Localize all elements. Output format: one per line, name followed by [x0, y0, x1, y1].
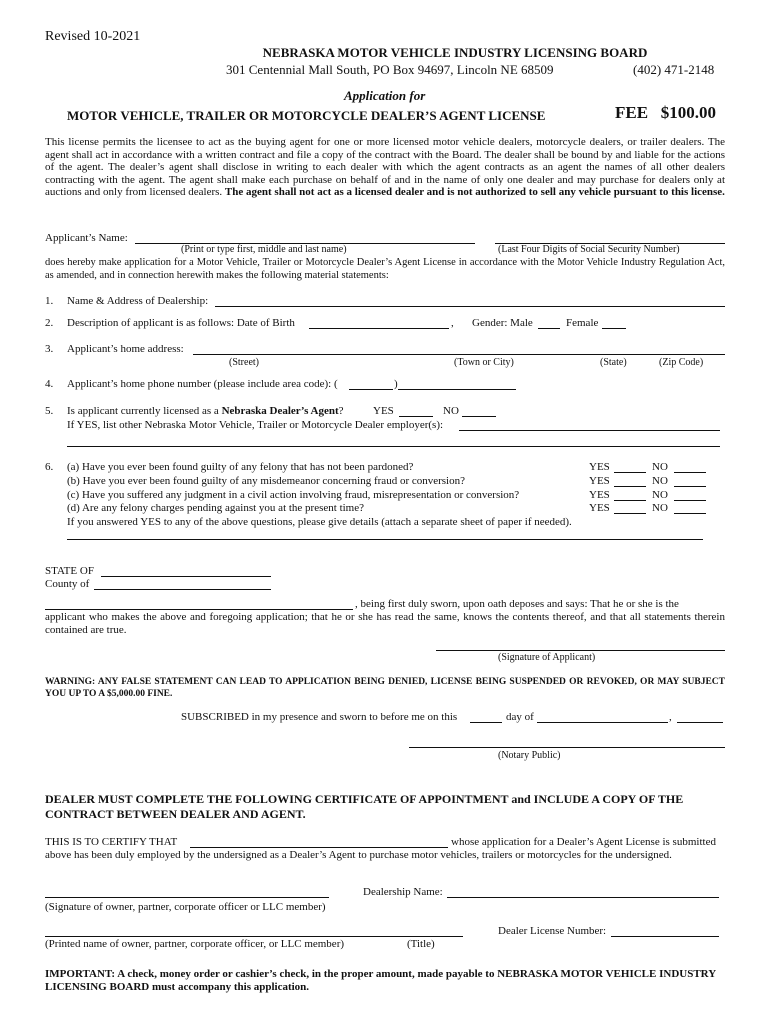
- sworn-comma: ,: [669, 711, 672, 723]
- q6c-yes-field[interactable]: [614, 500, 646, 501]
- q6c-no-field[interactable]: [674, 500, 706, 501]
- q6-item-a: (a) Have you ever been found guilty of any felony that has not been pardoned?: [67, 461, 414, 473]
- q6b-yes-field[interactable]: [614, 486, 646, 487]
- owner-printed-name-caption: (Printed name of owner, partner, corporate officer, or LLC member): [45, 938, 345, 950]
- q6-item-c: (c) Have you suffered any judgment in a civil action involving fraud, misrepresentation or conversion?: [67, 489, 520, 501]
- q2-label: Description of applicant is as follows: Date of Birth: [67, 317, 295, 329]
- board-name: NEBRASKA MOTOR VEHICLE INDUSTRY LICENSING BOARD: [262, 45, 648, 60]
- county-of-field[interactable]: [94, 589, 271, 590]
- home-address-field[interactable]: [193, 354, 725, 355]
- q3-label: Applicant’s home address:: [67, 343, 184, 355]
- other-employers-field[interactable]: [459, 430, 720, 431]
- q1-label: Name & Address of Dealership:: [67, 295, 209, 307]
- q5-label-post: ?: [338, 405, 344, 417]
- q6c-no-label: NO: [652, 489, 668, 501]
- dealer-license-label: Dealer License Number:: [498, 925, 607, 937]
- applicant-signature-field[interactable]: [436, 650, 725, 651]
- q6-number: 6.: [45, 461, 54, 473]
- zip-caption: (Zip Code): [659, 357, 704, 368]
- date-of-birth-field[interactable]: [309, 328, 449, 329]
- q5-label-bold: Nebraska Dealer’s Agent: [221, 405, 339, 417]
- area-code-field[interactable]: [349, 389, 393, 390]
- state-of-label: STATE OF: [45, 565, 94, 577]
- applicant-signature-caption: (Signature of Applicant): [498, 652, 596, 663]
- q6d-yes-field[interactable]: [614, 513, 646, 514]
- title-caption: (Title): [407, 938, 435, 950]
- q6a-yes-label: YES: [589, 461, 610, 473]
- sworn-text-1: , being first duly sworn, upon oath deposes and says: That he or she is the: [355, 598, 679, 610]
- subscribed-text: SUBSCRIBED in my presence and sworn to before me on this: [181, 711, 458, 723]
- gender-female-label: Female: [566, 317, 599, 329]
- q6d-no-label: NO: [652, 502, 668, 514]
- certify-text-2: above has been duly employed by the undersigned as a Dealer’s Agent to purchase motor vehicles, trailers or motorcycles for the undersigned.: [45, 849, 672, 861]
- q5-label-pre: Is applicant currently licensed as a: [67, 405, 222, 417]
- board-phone: (402) 471-2148: [633, 62, 715, 77]
- phone-number-field[interactable]: [398, 389, 516, 390]
- q6d-no-field[interactable]: [674, 513, 706, 514]
- notary-caption: (Notary Public): [498, 750, 561, 761]
- q6a-no-label: NO: [652, 461, 668, 473]
- state-caption: (State): [600, 357, 627, 368]
- dealership-name-label: Dealership Name:: [363, 886, 443, 898]
- q5-no-field[interactable]: [462, 416, 496, 417]
- certificate-heading: DEALER MUST COMPLETE THE FOLLOWING CERTIFICATE OF APPOINTMENT and INCLUDE A COPY OF THE CONTRACT BETWEEN DEALER AND AGENT.: [45, 792, 684, 821]
- revised-date: Revised 10-2021: [45, 29, 141, 44]
- owner-signature-field[interactable]: [45, 897, 329, 898]
- important-notice: IMPORTANT: A check, money order or cashier’s check, in the proper amount, made payable to NEBRASKA MOTOR VEHICLE INDUSTRY LICENSING BOARD must accompany this application.: [45, 968, 716, 993]
- street-caption: (Street): [229, 357, 259, 368]
- license-title: MOTOR VEHICLE, TRAILER OR MOTORCYCLE DEALER’S AGENT LICENSE: [67, 108, 546, 123]
- q6-details-field[interactable]: [67, 539, 703, 540]
- applicant-name-label: Applicant’s Name:: [45, 232, 128, 244]
- q6b-yes-label: YES: [589, 475, 610, 487]
- sworn-year-field[interactable]: [677, 722, 723, 723]
- q6c-yes-label: YES: [589, 489, 610, 501]
- q4-label: Applicant’s home phone number (please include area code): (: [67, 378, 338, 390]
- q2-number: 2.: [45, 317, 54, 329]
- day-of-label: day of: [506, 711, 534, 723]
- dealer-license-field[interactable]: [611, 936, 719, 937]
- false-statement-warning: WARNING: ANY FALSE STATEMENT CAN LEAD TO APPLICATION BEING DENIED, LICENSE BEING SUSPENDED OR REVOKED, OR MAY SUBJECT YOU UP TO A $5,000.00 FINE.: [45, 677, 725, 699]
- q5-yes-field[interactable]: [399, 416, 433, 417]
- intro-paragraph: [45, 136, 725, 199]
- affiant-name-field[interactable]: [45, 609, 353, 610]
- gender-label: Gender: Male: [472, 317, 533, 329]
- q6-item-d: (d) Are any felony charges pending against you at the present time?: [67, 502, 365, 514]
- sworn-month-field[interactable]: [537, 722, 668, 723]
- q6a-yes-field[interactable]: [614, 472, 646, 473]
- q6-item-b: (b) Have you ever been found guilty of any misdemeanor concerning fraud or conversion?: [67, 475, 465, 487]
- q5-number: 5.: [45, 405, 54, 417]
- other-employers-field-2[interactable]: [67, 446, 720, 447]
- q3-number: 3.: [45, 343, 54, 355]
- intro-bold-text: The agent shall not act as a licensed dealer and is not authorized to sell any vehicle pursuant to this license.: [224, 186, 725, 198]
- certify-text-1: whose application for a Dealer’s Agent License is submitted: [451, 836, 716, 848]
- ssn-caption: (Last Four Digits of Social Security Number): [498, 244, 680, 255]
- applicant-statement: does hereby make application for a Motor Vehicle, Trailer or Motorcycle Dealer’s Agent License in accordance with the Motor Vehicle Industry Regulation Act, as amended, and in connection herewith makes the following material statements:: [45, 257, 725, 281]
- q6a-no-field[interactable]: [674, 472, 706, 473]
- owner-signature-caption: (Signature of owner, partner, corporate officer or LLC member): [45, 901, 326, 913]
- sworn-text-2: applicant who makes the above and foregoing application; that he or she has read the same, knows the contents thereof, and that all statements therein contained are true.: [45, 611, 725, 636]
- license-fee: FEE $100.00: [615, 103, 717, 122]
- dealership-name-field[interactable]: [447, 897, 719, 898]
- q6-footer: If you answered YES to any of the above questions, please give details (attach a separate sheet of paper if needed).: [67, 516, 572, 528]
- q2-comma: ,: [451, 317, 454, 329]
- q1-number: 1.: [45, 295, 54, 307]
- certified-agent-name-field[interactable]: [190, 847, 448, 848]
- gender-female-field[interactable]: [602, 328, 626, 329]
- q6b-no-label: NO: [652, 475, 668, 487]
- county-of-label: County of: [45, 578, 90, 590]
- q5-no-label: NO: [443, 405, 459, 417]
- state-of-field[interactable]: [101, 576, 271, 577]
- q5-yes-label: YES: [373, 405, 394, 417]
- q6d-yes-label: YES: [589, 502, 610, 514]
- application-for: Application for: [344, 88, 426, 103]
- owner-printed-name-field[interactable]: [45, 936, 463, 937]
- sworn-day-field[interactable]: [470, 722, 502, 723]
- notary-signature-field[interactable]: [409, 747, 725, 748]
- q4-number: 4.: [45, 378, 54, 390]
- q4-paren: ): [394, 378, 398, 390]
- town-caption: (Town or City): [454, 357, 514, 368]
- applicant-name-caption: (Print or type first, middle and last name): [181, 244, 347, 255]
- q5-followup: If YES, list other Nebraska Motor Vehicle, Trailer or Motorcycle Dealer employer(s):: [67, 419, 444, 431]
- intro-text: This license permits the licensee to act as the buying agent for one or more licensed motor vehicle dealers, motorcycle dealers, or trailer dealers. The agent shall act in accordance with a written contract and file a copy of the contract with the Board. The dealer shall be bound by and liable for the actions of the agent. The dealer’s agent shall disclose in writing to each dealer with which the agent contracts as an agent the names of all other dealers contracting with the agent. The agent shall make each purchase on behalf of and in the name of only one dealer and may purchase for dealers only at auctions and only from licensed dealers.: [45, 136, 725, 198]
- dealership-name-address-field[interactable]: [215, 306, 725, 307]
- q6b-no-field[interactable]: [674, 486, 706, 487]
- board-address: 301 Centennial Mall South, PO Box 94697, Lincoln NE 68509: [226, 62, 554, 77]
- gender-male-field[interactable]: [538, 328, 560, 329]
- certify-label: THIS IS TO CERTIFY THAT: [45, 836, 178, 848]
- q5-question: [67, 405, 344, 417]
